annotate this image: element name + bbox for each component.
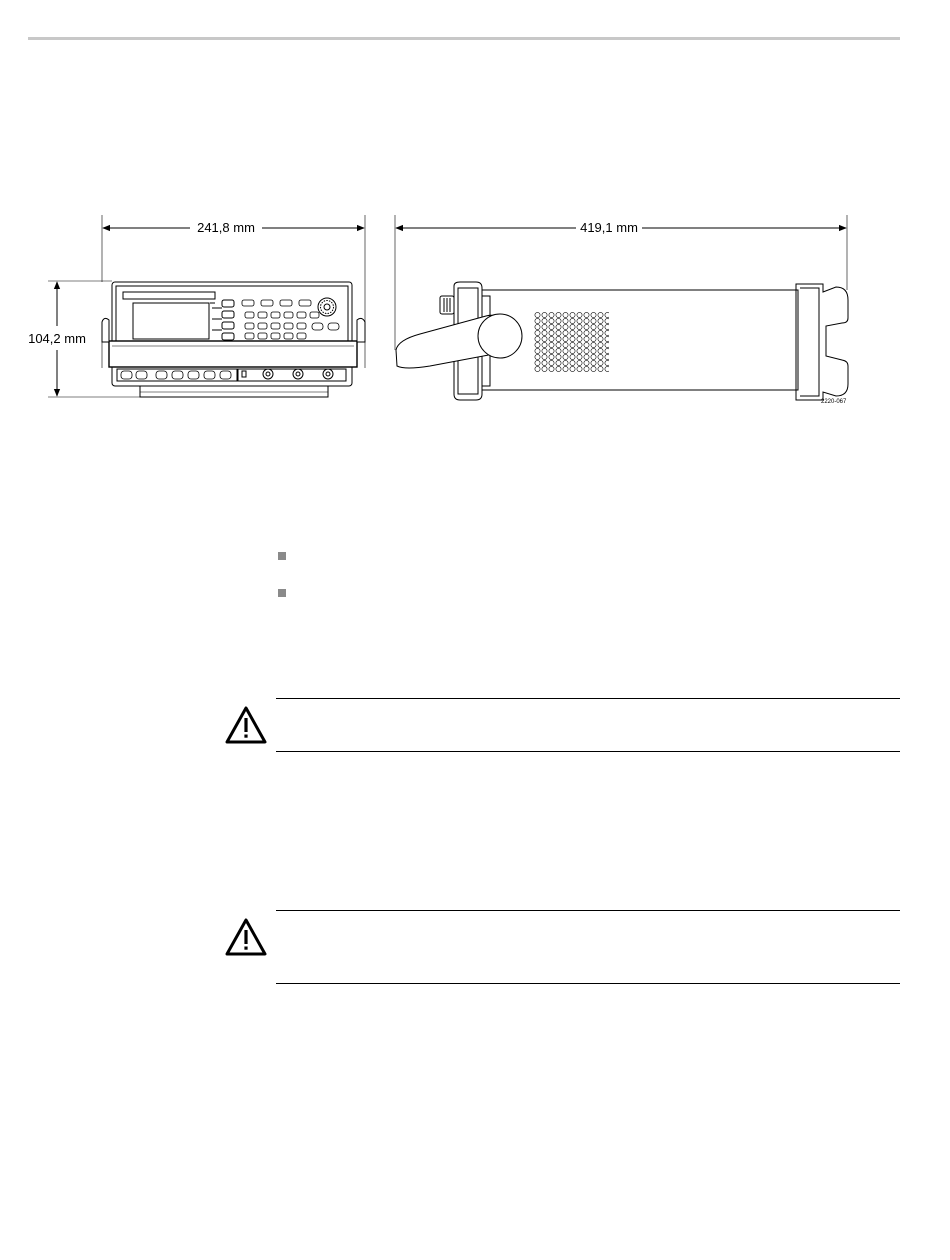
height-dimension-label: 104,2 mm (28, 331, 86, 346)
dimension-figure (0, 190, 950, 420)
warning-notice (276, 698, 900, 752)
warning-triangle-icon (224, 917, 268, 957)
warning-notice (276, 910, 900, 984)
bullet-marker (278, 552, 286, 560)
length-dimension-label: 419,1 mm (580, 220, 638, 235)
side-view (395, 215, 848, 400)
figure-id-label: 2220-067 (821, 399, 847, 405)
width-dimension-label: 241,8 mm (197, 220, 255, 235)
header-rule (28, 37, 900, 40)
warning-triangle-icon (224, 705, 268, 745)
front-view (48, 215, 365, 397)
dimension-drawing (0, 190, 950, 420)
bullet-marker (278, 589, 286, 597)
